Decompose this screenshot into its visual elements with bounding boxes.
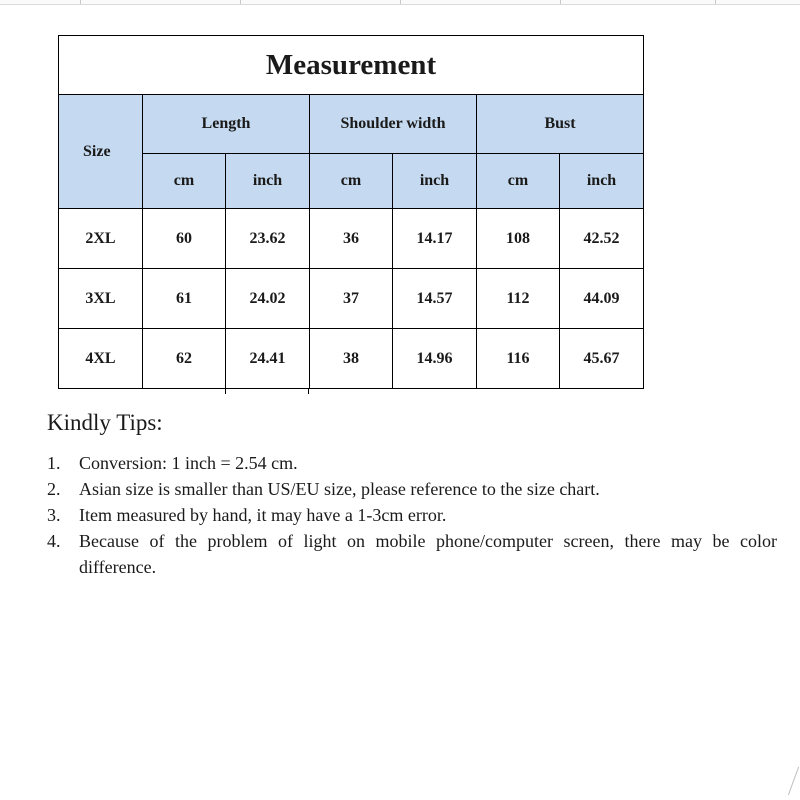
list-item [47, 476, 777, 502]
bust-inch-cell: 42.52 [560, 209, 644, 269]
tip-number: 4. [47, 531, 61, 551]
size-chart-table [58, 35, 644, 389]
bust-cm-cell: 116 [477, 329, 560, 389]
table-title: Measurement [59, 36, 644, 95]
shoulder-width-group-header: Shoulder width [310, 95, 477, 154]
tip-number: 2. [47, 479, 61, 499]
tips-heading: Kindly Tips: [47, 410, 163, 435]
unit-header-inch: inch [560, 154, 644, 209]
unit-header-inch: inch [226, 154, 310, 209]
bust-inch-cell: 44.09 [560, 269, 644, 329]
table-row [59, 269, 644, 329]
tip-number: 1. [47, 453, 61, 473]
unit-header-cm: cm [310, 154, 393, 209]
edge-tick [240, 0, 241, 4]
edge-tick [400, 0, 401, 4]
shoulder-cm-cell: 36 [310, 209, 393, 269]
shoulder-inch-cell: 14.96 [393, 329, 477, 389]
corner-resize-mark [788, 767, 799, 796]
kindly-tips-section [47, 410, 777, 580]
size-column-header: Size [59, 95, 143, 209]
shoulder-inch-cell: 14.57 [393, 269, 477, 329]
tip-text: Asian size is smaller than US/EU size, please reference to the size chart. [79, 479, 600, 499]
size-label: 3XL [59, 269, 143, 329]
length-cm-cell: 60 [143, 209, 226, 269]
shoulder-cm-cell: 37 [310, 269, 393, 329]
list-item [47, 450, 777, 476]
top-edge-strip [0, 0, 800, 5]
length-inch-cell: 24.02 [226, 269, 310, 329]
table-overhang-line [308, 388, 309, 394]
list-item [47, 528, 777, 580]
table-overhang-line [225, 388, 226, 394]
tip-number: 3. [47, 505, 61, 525]
bust-inch-cell: 45.67 [560, 329, 644, 389]
length-inch-cell: 24.41 [226, 329, 310, 389]
bust-cm-cell: 112 [477, 269, 560, 329]
length-group-header: Length [143, 95, 310, 154]
table-row [59, 329, 644, 389]
list-item [47, 502, 777, 528]
edge-tick [560, 0, 561, 4]
unit-header-inch: inch [393, 154, 477, 209]
size-label: 4XL [59, 329, 143, 389]
tip-text: Conversion: 1 inch = 2.54 cm. [79, 453, 298, 473]
bust-group-header: Bust [477, 95, 644, 154]
size-label: 2XL [59, 209, 143, 269]
table-row [59, 209, 644, 269]
unit-header-cm: cm [143, 154, 226, 209]
tips-list [47, 450, 777, 580]
tip-text: Item measured by hand, it may have a 1-3cm error. [79, 505, 447, 525]
edge-tick [715, 0, 716, 4]
tip-text: Because of the problem of light on mobile phone/computer screen, there may be color difference. [79, 531, 777, 577]
bust-cm-cell: 108 [477, 209, 560, 269]
length-inch-cell: 23.62 [226, 209, 310, 269]
edge-tick [80, 0, 81, 4]
shoulder-cm-cell: 38 [310, 329, 393, 389]
length-cm-cell: 62 [143, 329, 226, 389]
shoulder-inch-cell: 14.17 [393, 209, 477, 269]
length-cm-cell: 61 [143, 269, 226, 329]
unit-header-cm: cm [477, 154, 560, 209]
